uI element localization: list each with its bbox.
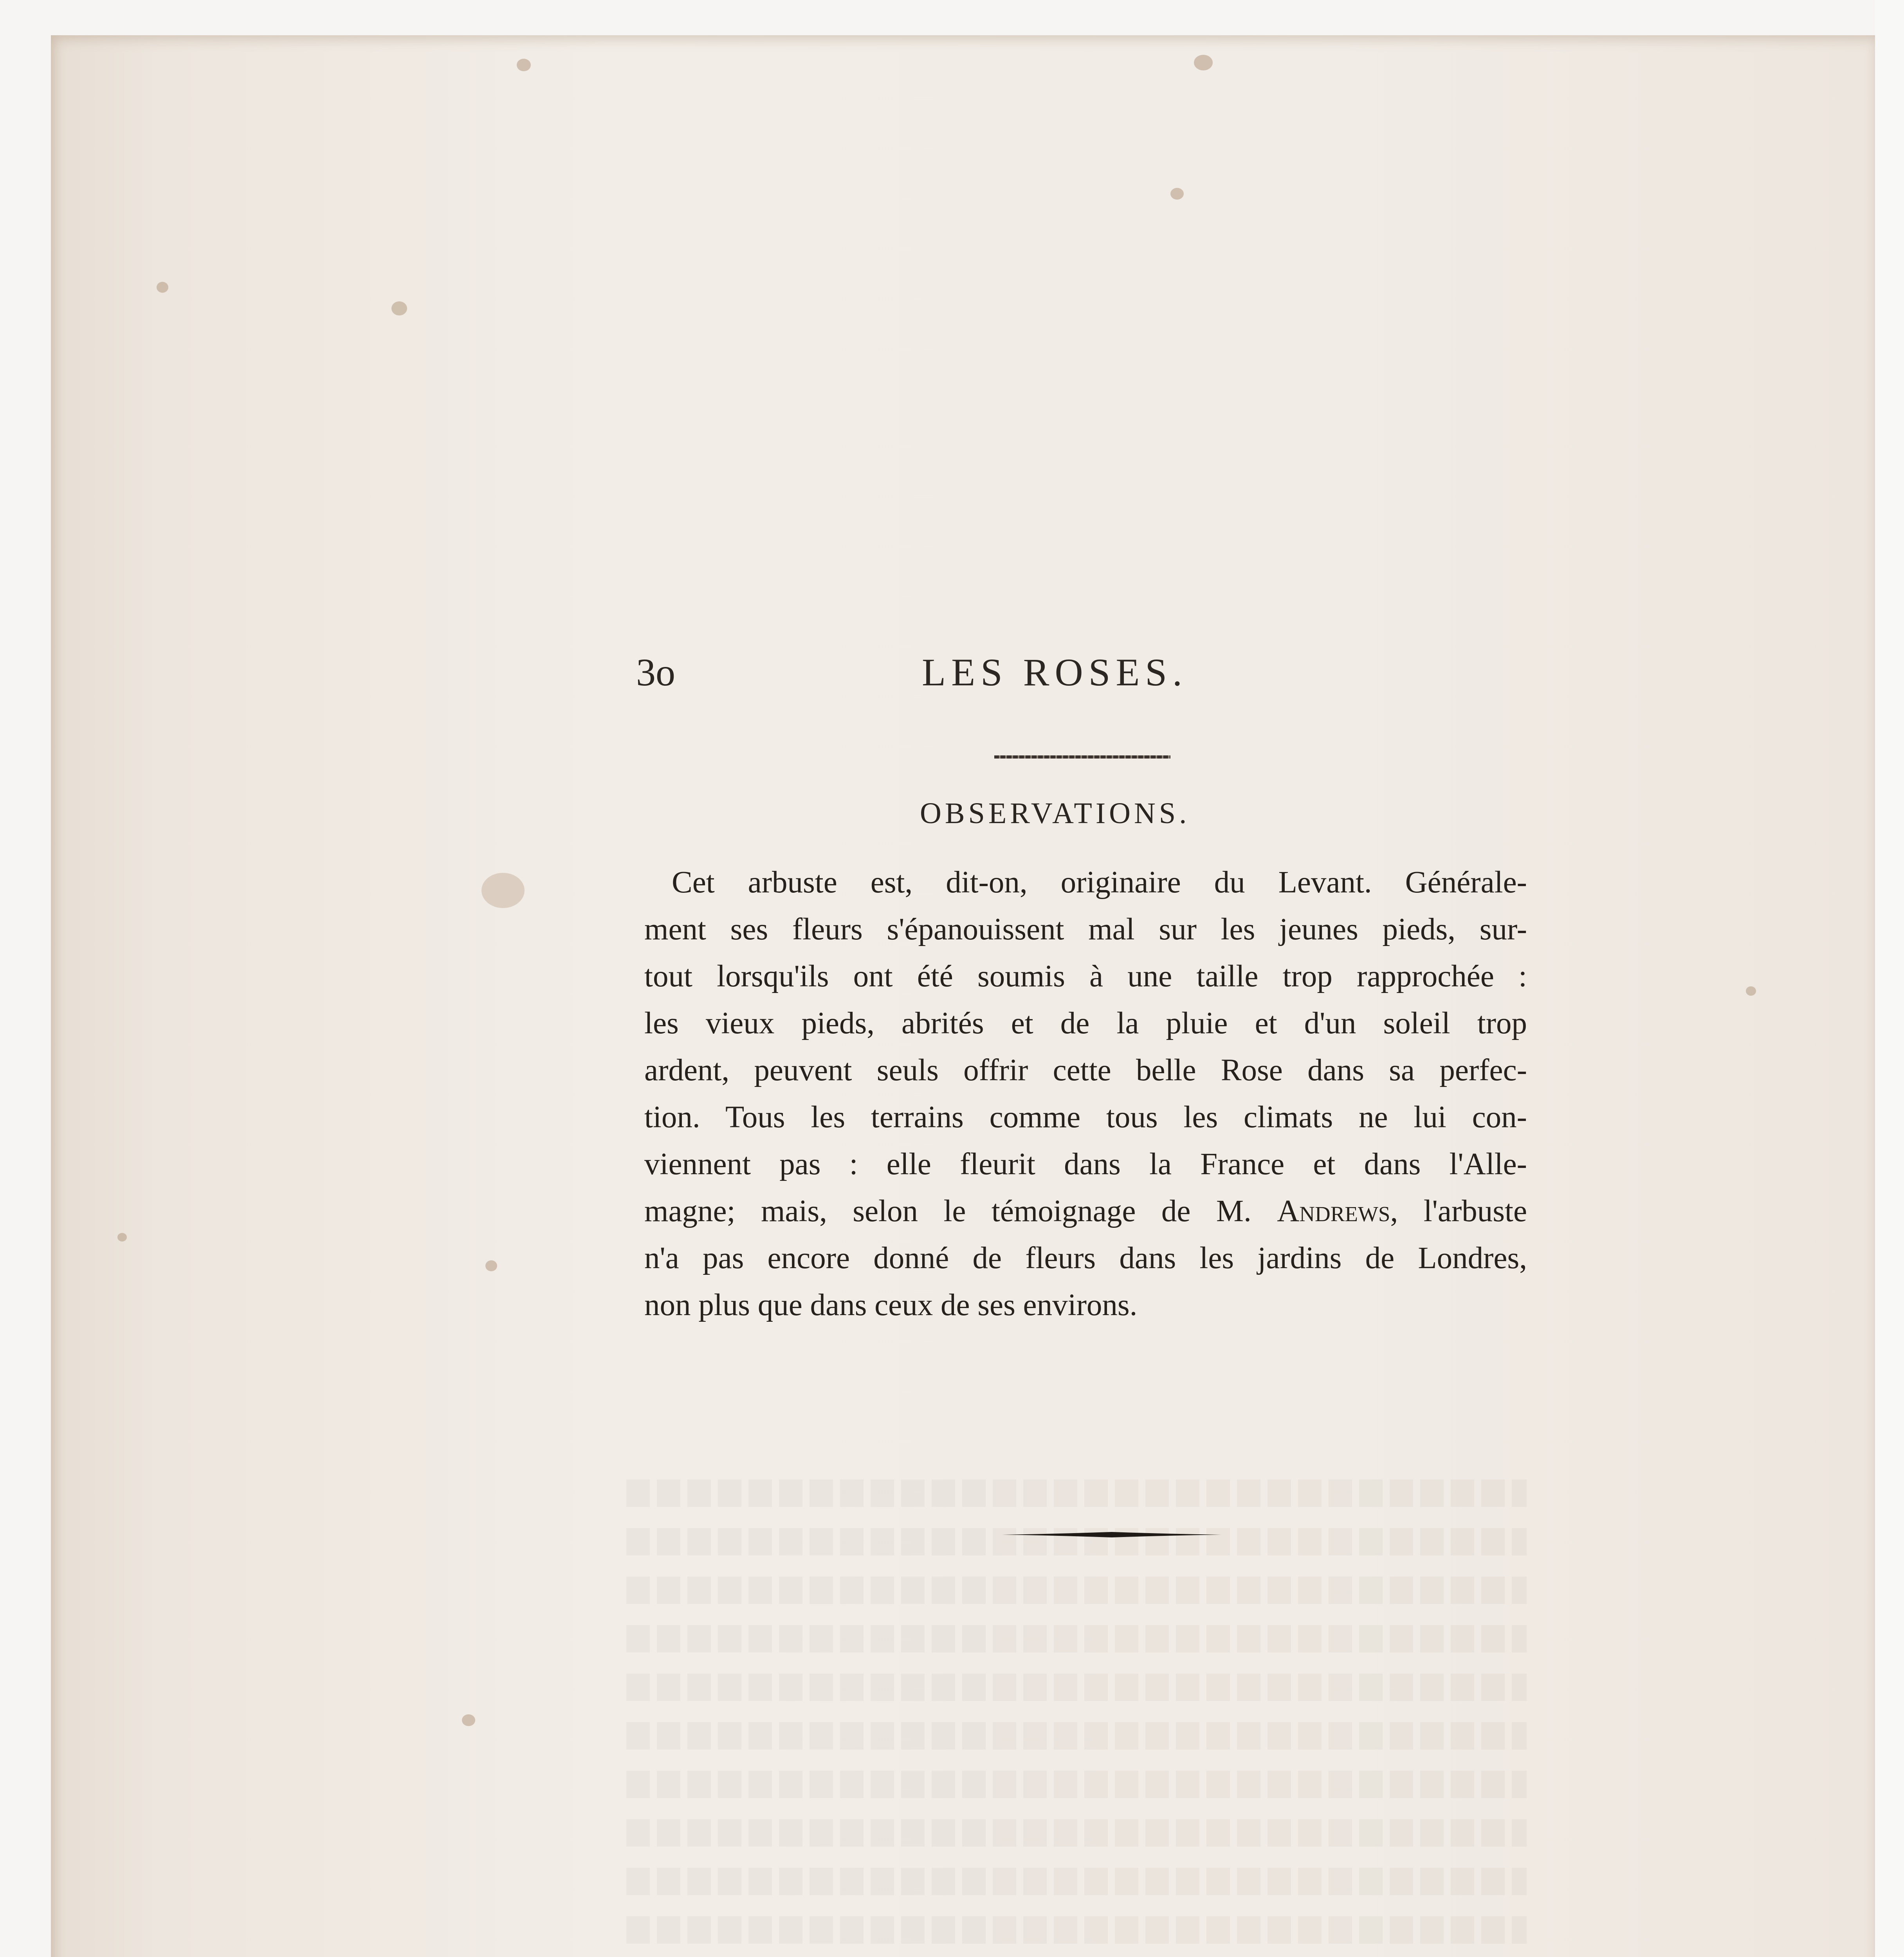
text-line: tion. Tous les terrains comme tous les climats ne lui con-: [644, 1100, 1527, 1134]
foxing-spot: [1194, 55, 1213, 70]
verso-bleed-through: [626, 1479, 1527, 1957]
closing-ornament-rule: [1002, 1530, 1221, 1539]
running-header: [636, 650, 1536, 708]
text-line: Cet arbuste est, dit-on, originaire du Levant. Générale-: [672, 865, 1527, 899]
text-line: tout lorsqu'ils ont été soumis à une taille trop rapprochée :: [644, 959, 1527, 993]
text-line: non plus que dans ceux de ses environs.: [644, 1288, 1138, 1322]
author-name: Andrews: [1277, 1194, 1390, 1228]
text-line: magne; mais, selon le témoignage de M. Andrews, l'arbuste: [644, 1194, 1527, 1228]
header-rule: [994, 755, 1170, 759]
foxing-spot: [117, 1233, 127, 1242]
foxing-spot: [517, 59, 531, 71]
text-line: ardent, peuvent seuls offrir cette belle Rose dans sa perfec-: [644, 1053, 1527, 1087]
section-title: OBSERVATIONS.: [920, 797, 1190, 830]
text-line: n'a pas encore donné de fleurs dans les jardins de Londres,: [644, 1241, 1527, 1275]
foxing-spot: [481, 873, 525, 908]
text-line: viennent pas : elle fleurit dans la France et dans l'Alle-: [644, 1147, 1527, 1181]
foxing-spot: [462, 1714, 475, 1726]
text-line: les vieux pieds, abrités et de la pluie et d'un soleil trop: [644, 1006, 1527, 1040]
foxing-spot: [1170, 188, 1184, 200]
foxing-spot: [485, 1260, 497, 1271]
text-line: ment ses fleurs s'épanouissent mal sur les jeunes pieds, sur-: [644, 912, 1527, 946]
running-title: LES ROSES.: [922, 651, 1188, 694]
page-number: 3o: [636, 651, 675, 694]
foxing-spot: [1746, 986, 1756, 996]
scan-margin: [1875, 0, 1904, 1957]
foxing-spot: [391, 301, 407, 315]
body-paragraph: [644, 859, 1527, 1329]
foxing-spot: [157, 282, 168, 293]
